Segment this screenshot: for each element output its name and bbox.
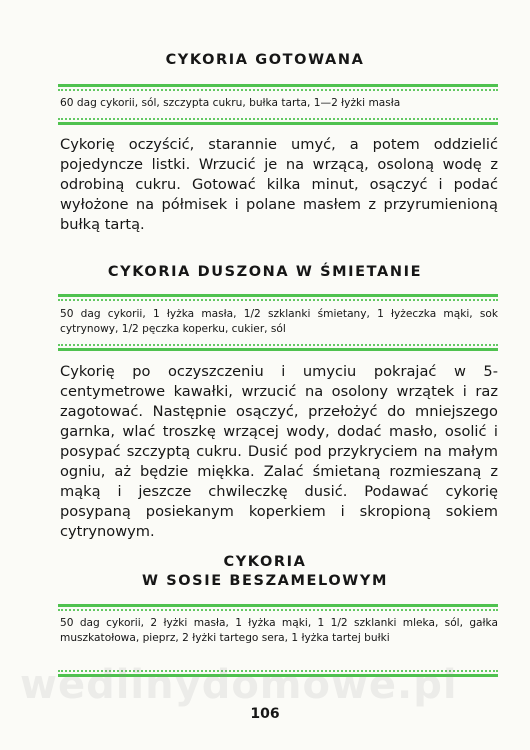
recipe-3-ingredients: 50 dag cykorii, 2 łyżki masła, 1 łyżka mąki, 1 1/2 szklanki mleka, sól, gałka muszkatołowa, pieprz, 2 łyżki tartego sera, 1 łyżka tartej bułki [60,617,498,644]
recipe-1-bottom-divider [58,118,498,125]
recipe-1-top-divider [58,84,498,91]
recipe-2-bottom-divider [58,344,498,351]
recipe-3-title-line-1: CYKORIA [223,554,307,570]
recipe-2-top-divider [58,294,498,301]
recipe-2-instructions: Cykorię po oczyszczeniu i umyciu pokrajać w 5-centymetrowe kawałki, wrzucić na osolony wrzątek i raz zagotować. Następnie osączyć, przełożyć do mniejszego garnka, wlać troszkę wrzącej wody, dodać masło, osolić i posypać szczyptą cukru. Dusić pod przykryciem na małym ogniu, aż będzie miękka. Zalać śmietaną rozmieszaną z mąką i jeszcze chwileczkę dusić. Podawać cykorię posypaną posiekanym koperkiem i skropioną sokiem cytrynowym. [60,363,498,540]
recipe-2-ingredients: 50 dag cykorii, 1 łyżka masła, 1/2 szklanki śmietany, 1 łyżeczka mąki, sok cytrynowy, 1/2 pęczka koperku, cukier, sól [60,308,498,335]
recipe-2-title: CYKORIA DUSZONA W ŚMIETANIE [107,264,423,280]
watermark: wedlinydomowe.pl [20,662,458,708]
recipe-1-title: CYKORIA GOTOWANA [165,52,365,68]
recipe-1-instructions: Cykorię oczyścić, starannie umyć, a potem oddzielić pojedyncze listki. Wrzucić je na wrzącą, osoloną wodę z odrobiną cukru. Gotować kilka minut, osączyć i podać wyłożone na półmisek i polane masłem z przyrumienioną bułką tartą. [60,136,498,233]
recipe-3-title-line-2: W SOSIE BESZAMELOWYM [141,573,389,589]
recipe-1-ingredients: 60 dag cykorii, sól, szczypta cukru, bułka tarta, 1—2 łyżki masła [60,97,401,109]
page-number: 106 [250,706,280,722]
recipe-3-top-divider [58,604,498,611]
